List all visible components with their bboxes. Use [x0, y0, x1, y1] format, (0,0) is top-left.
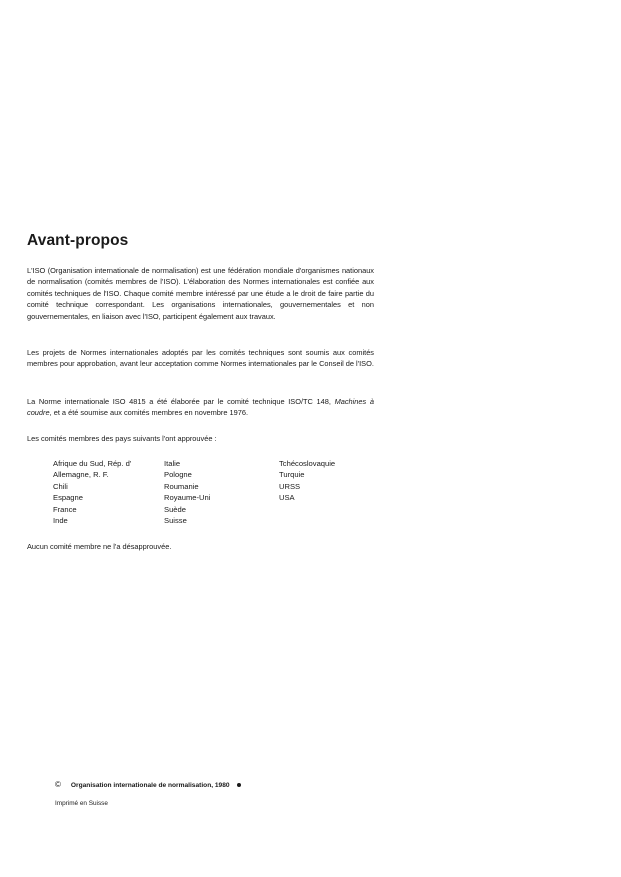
- country-item: Chili: [53, 481, 68, 491]
- country-item: Italie: [164, 459, 181, 468]
- country-item: Roumanie: [164, 481, 199, 491]
- paragraph-approved-by: Les comités membres des pays suivants l'ont approuvée :: [27, 434, 217, 443]
- paragraph-standard-origin-part1: La Norme internationale ISO 4815 a été élaborée par le comité technique ISO/TC 148,: [27, 397, 331, 406]
- country-item: Tchécoslovaquie: [279, 459, 336, 468]
- countries-column-3: [279, 458, 335, 504]
- country-item: Suède: [164, 504, 186, 514]
- paragraph-no-disapproval: Aucun comité membre ne l'a désapprouvée.: [27, 542, 172, 551]
- page-title: Avant-propos: [27, 232, 129, 249]
- country-item: USA: [279, 493, 295, 503]
- country-item: Allemagne, R. F.: [53, 470, 109, 480]
- country-item: Royaume-Uni: [164, 493, 211, 503]
- paragraph-standard-origin-part2: , et a été soumise aux comités membres en novembre 1976.: [49, 408, 249, 418]
- country-item: Inde: [53, 515, 68, 525]
- country-item: Turquie: [279, 470, 305, 480]
- country-item: URSS: [279, 481, 301, 491]
- countries-column-2: [164, 458, 210, 526]
- country-item: Suisse: [164, 515, 187, 525]
- printed-in-note: Imprimé en Suisse: [55, 800, 108, 807]
- copyright-icon: ©: [55, 780, 61, 789]
- countries-column-1: [53, 458, 131, 526]
- committee-name: Machines à coudre: [27, 397, 374, 418]
- paragraph-standard-origin: [27, 396, 374, 419]
- paragraph-iso-intro: L'ISO (Organisation internationale de normalisation) est une fédération mondiale d'organismes nationaux de normalisation (comités membres de l'ISO). L'élaboration des Normes internationales est confiée aux comités techniques de l'ISO. Chaque comité membre intéressé par une étude a le droit de faire partie du comité technique correspondant. Les organisations internationales, gouvernementales et non gouvernementales, en liaison avec l'ISO, participent également aux travaux.: [27, 266, 374, 321]
- country-item: Afrique du Sud, Rép. d': [53, 459, 132, 468]
- country-item: Espagne: [53, 493, 83, 503]
- country-item: France: [53, 504, 77, 514]
- copyright-text: Organisation internationale de normalisation, 1980: [70, 782, 230, 789]
- country-item: Pologne: [164, 470, 192, 480]
- paragraph-drafts: Les projets de Normes internationales adoptés par les comités techniques sont soumis aux comités membres pour approbation, avant leur acceptation comme Normes internationales par le Conseil de l'ISO.: [27, 348, 374, 369]
- copyright-line: [55, 780, 241, 789]
- bullet-icon: [237, 783, 241, 787]
